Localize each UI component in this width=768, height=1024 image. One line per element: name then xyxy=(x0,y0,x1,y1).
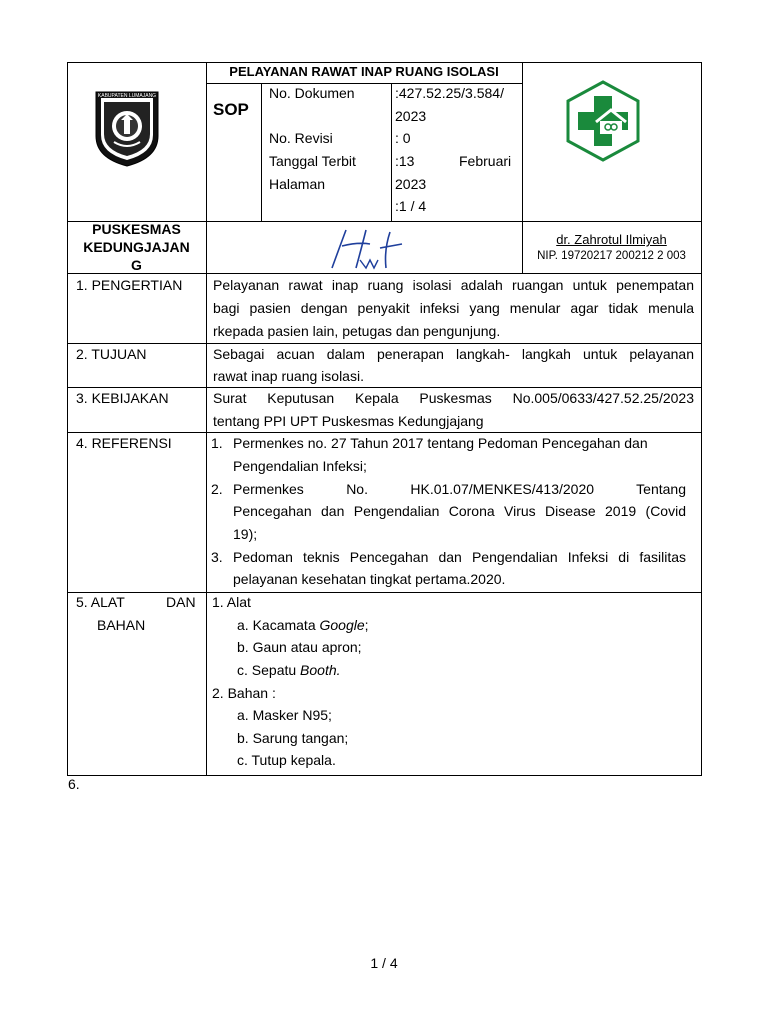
org-name-line1: PUSKESMAS xyxy=(92,221,181,237)
page-indicator: 1 / 4 xyxy=(370,955,398,971)
section-label-bahan: BAHAN xyxy=(97,617,146,633)
document-title: PELAYANAN RAWAT INAP RUANG ISOLASI xyxy=(229,64,499,79)
alat-item-c: c. Sepatu Booth. xyxy=(237,662,341,678)
date-day: :13 xyxy=(395,153,415,169)
org-name-line3: G xyxy=(131,257,142,273)
tujuan-line-2: rawat inap ruang isolasi. xyxy=(213,368,364,384)
signer-nip: NIP. 19720217 200212 2 003 xyxy=(537,250,686,262)
doc-number-line2: 2023 xyxy=(395,108,427,124)
date-month: Februari xyxy=(459,153,512,169)
section-label-dan: DAN xyxy=(166,594,196,610)
bahan-item-a: a. Masker N95; xyxy=(237,707,332,723)
alat-item-a: a. Kacamata Google; xyxy=(237,617,369,633)
bahan-item-b: b. Sarung tangan; xyxy=(237,730,349,746)
section-label-alat: 5. ALAT xyxy=(76,594,125,610)
pengertian-line-1: Pelayanan rawat inap ruang isolasi adalah ruangan untuk penempatan xyxy=(213,277,694,293)
alat-title: 1. Alat xyxy=(212,594,251,610)
referensi-1-line-2: Pengendalian Infeksi; xyxy=(233,458,367,474)
referensi-num-1: 1. xyxy=(211,435,223,451)
bahan-title: 2. Bahan : xyxy=(212,685,276,701)
referensi-3-line-2: pelayanan kesehatan tingkat pertama.2020. xyxy=(233,571,506,587)
pengertian-line-2: bagi pasien dengan penyakit infeksi yang menular agar tidak menula xyxy=(213,300,694,316)
sop-label: SOP xyxy=(213,100,249,119)
tujuan-line-1: Sebagai acuan dalam penerapan langkah- langkah untuk pelayanan xyxy=(213,346,694,362)
referensi-2-line-2: Pencegahan dan Pengendalian Corona Virus Disease 2019 (Covid xyxy=(233,503,686,519)
revision-value: : 0 xyxy=(395,130,411,146)
meta-label-page: Halaman xyxy=(269,176,326,192)
kebijakan-line-2: tentang PPI UPT Puskesmas Kedungjajang xyxy=(213,413,484,429)
meta-label-date: Tanggal Terbit xyxy=(269,153,356,169)
referensi-1-line-1: Permenkes no. 27 Tahun 2017 tentang Pedoman Pencegahan dan xyxy=(233,435,648,451)
puskesmas-logo xyxy=(565,80,641,162)
referensi-2-line-1: Permenkes No. HK.01.07/MENKES/413/2020 Tentang xyxy=(233,481,686,497)
referensi-num-2: 2. xyxy=(211,481,223,497)
bahan-item-c: c. Tutup kepala. xyxy=(237,752,336,768)
section-label-kebijakan: 3. KEBIJAKAN xyxy=(76,390,169,406)
referensi-3-line-1: Pedoman teknis Pencegahan dan Pengendalian Infeksi di fasilitas xyxy=(233,549,686,565)
signature xyxy=(318,224,418,274)
section-label-pengertian: 1. PENGERTIAN xyxy=(76,277,183,293)
logo-text-top: KABUPATEN LUMAJANG xyxy=(97,93,157,99)
meta-label-doc-no: No. Dokumen xyxy=(269,85,355,101)
section-label-tujuan: 2. TUJUAN xyxy=(76,346,147,362)
org-name-line2: KEDUNGJAJAN xyxy=(83,239,190,255)
doc-number-line1: :427.52.25/3.584/ xyxy=(395,85,504,101)
section-label-referensi: 4. REFERENSI xyxy=(76,435,172,451)
kabupaten-lumajang-logo xyxy=(92,86,162,168)
page-value: :1 / 4 xyxy=(395,198,427,214)
meta-label-revision: No. Revisi xyxy=(269,130,333,146)
kebijakan-line-1: Surat Keputusan Kepala Puskesmas No.005/0633/427.52.25/2023 xyxy=(213,390,694,406)
date-year: 2023 xyxy=(395,176,427,192)
pengertian-line-3: rkepada pasien lain, petugas dan pengunjung. xyxy=(213,323,501,339)
alat-item-b: b. Gaun atau apron; xyxy=(237,639,362,655)
signer-name: dr. Zahrotul Ilmiyah xyxy=(556,232,667,247)
next-section-number: 6. xyxy=(68,776,80,792)
referensi-2-line-3: 19); xyxy=(233,526,258,542)
referensi-num-3: 3. xyxy=(211,549,223,565)
